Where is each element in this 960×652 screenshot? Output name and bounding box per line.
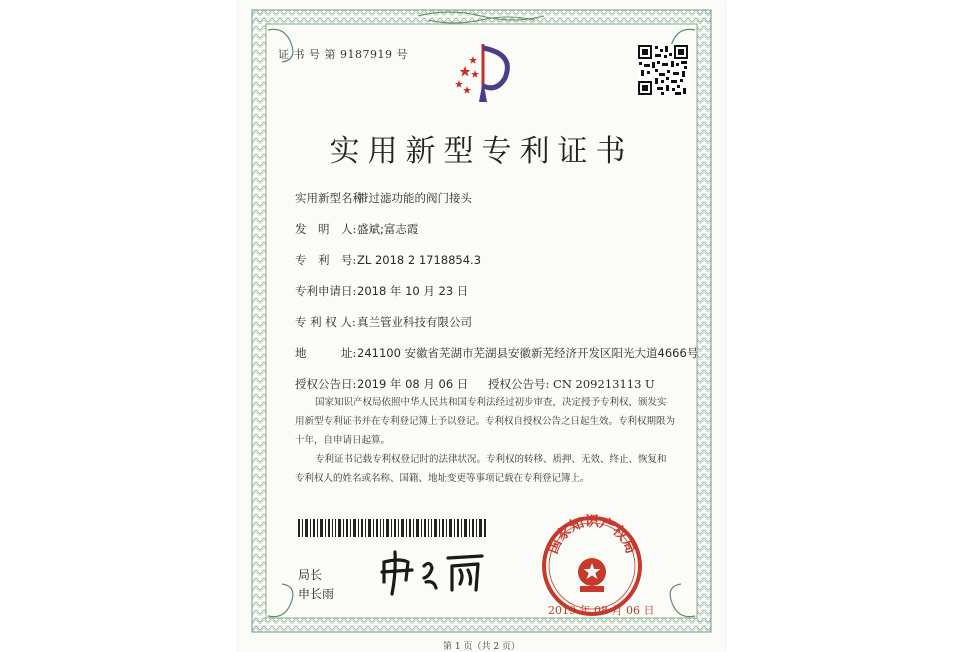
field-label: 专利申请日: (295, 284, 357, 298)
field-value: 真兰管业科技有限公司 (357, 315, 472, 329)
field-value: 带过滤功能的阀门接头 (357, 191, 472, 205)
signature-icon (378, 548, 498, 598)
field-grant-date (295, 376, 468, 392)
certificate-title: 实用新型专利证书 (329, 134, 634, 169)
director-title: 局长 (298, 568, 323, 582)
field-value: 盛斌;富志霞 (357, 222, 419, 236)
qr-code-icon (637, 44, 689, 96)
field-value: ZL 2018 2 1718854.3 (357, 253, 482, 267)
page-number: 第 1 页（共 2 页） (443, 642, 520, 652)
field-patent-number (295, 252, 481, 268)
notice-paragraph-1: 国家知识产权局依照中华人民共和国专利法经过初步审查，决定授予专利权，颁发实用新型专利证书并在专利登记簿上予以登记。专利权自授权公告之日起生效。专利权期限为十年，自申请日起算。 (295, 397, 676, 446)
certificate-number: 证 书 号 第 9187919 号 (278, 48, 408, 61)
field-label: 专 利 权 人: (295, 315, 356, 329)
director-name: 申长雨 (298, 587, 335, 601)
field-value: 2019 年 08 月 06 日 (357, 377, 469, 391)
field-application-date (295, 283, 468, 299)
field-label: 授权公告日: (295, 377, 357, 391)
field-value: 2018 年 10 月 23 日 (357, 284, 469, 298)
seal-date: 2019 年 08 月 06 日 (548, 604, 655, 617)
certificate-sheet (238, 0, 725, 652)
field-label: 地 址: (295, 346, 357, 360)
notice-paragraph-2: 专利证书记载专利权登记时的法律状况。专利权的转移、质押、无效、终止、恢复和专利权人的姓名或名称、国籍、地址变更等事项记载在专利登记簿上。 (295, 454, 667, 484)
field-patentee (295, 314, 472, 330)
svg-text:国家知识产权局: 国家知识产权局 (545, 514, 639, 557)
field-label: 专 利 号: (295, 253, 357, 267)
field-label: 发 明 人: (295, 222, 357, 236)
field-value: 241100 安徽省芜湖市芜湖县安徽新芜经济开发区阳光大道4666号 (357, 346, 699, 360)
field-utility-model-name (295, 190, 472, 206)
field-label: 实用新型名称: (295, 191, 368, 205)
cnipa-logo-icon (453, 40, 513, 106)
field-label: 授权公告号: (488, 377, 550, 391)
field-value: CN 209213113 U (553, 377, 655, 391)
field-grant-number (488, 376, 655, 392)
field-inventors (295, 221, 418, 237)
barcode-icon (298, 519, 488, 537)
field-address (295, 345, 698, 361)
